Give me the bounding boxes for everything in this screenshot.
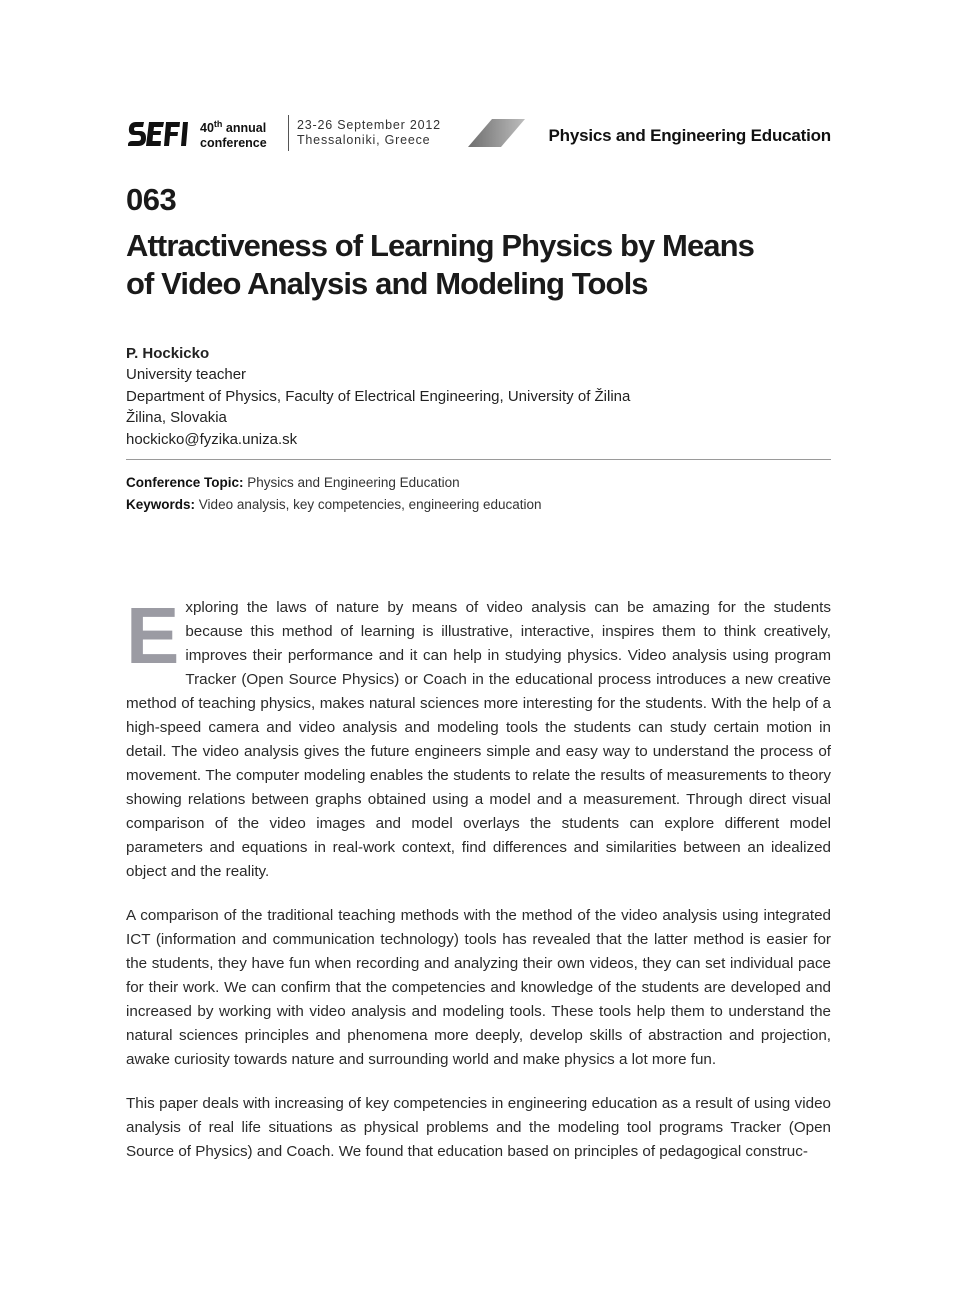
author-department: Department of Physics, Faculty of Electrical Engineering, University of Žilina <box>126 387 631 405</box>
paper-title <box>126 227 826 303</box>
header-divider <box>288 115 289 151</box>
location-text: Thessaloniki, Greece <box>297 133 431 147</box>
conference-label <box>200 117 267 151</box>
body-text <box>126 591 831 1184</box>
author-name: P. Hockicko <box>126 345 210 362</box>
author-email: hockicko@fyzika.uniza.sk <box>126 430 298 448</box>
title-line-2: of Video Analysis and Modeling Tools <box>126 266 648 301</box>
paragraph-1-text: xploring the laws of nature by means of video analysis can be amazing for the students because this method of learning is illustrative, interactive, inspires them to think creatively, improves their performance and it can help in studying physics. Video analysis using program Tracker (Open Source Physics) or Coach in the educational process introduces a new creative method of teaching physics, makes natural sciences more interesting for the students. With the help of a high-speed camera and video analysis and modeling tools the students can study certain motion in detail. The video analysis gives the future engineers simple and easy way to understand the process of movement. The computer modeling enables the students to relate the results of measurements to theory showing relations between graphs obtained using a model and a measurement. Through direct visual comparison of the video images and model overlays the students can explore different model parameters and equations in real-work context, find differences and similarities between an idealized object and the reality. <box>126 599 831 880</box>
conference-edition-word: annual <box>225 121 267 136</box>
header-parallelogram <box>468 118 526 153</box>
conference-label-line2: conference <box>200 136 267 151</box>
section-name: Physics and Engineering Education <box>548 126 831 145</box>
page-header <box>126 115 831 155</box>
keywords-label: Keywords: <box>126 496 196 512</box>
author-city: Žilina, Slovakia <box>126 409 227 427</box>
separator-rule <box>126 459 831 460</box>
conference-dates <box>297 118 441 148</box>
paper-number: 063 <box>126 182 177 217</box>
paragraph-2: A comparison of the traditional teaching methods with the method of the video analysis using integrated ICT (information and communication technology) tools has revealed that the latter method is easier for the students, they have fun when recording and analyzing their own videos, they can set individual pace for their work. We can confirm that the competencies and knowledge of the students are developed and increased by working with video analysis and modeling tools. These tools help them to understand the natural sciences principles and phenomena more deeply, develop skills of abstraction and projection, awake curiosity towards nature and surrounding world and make physics a lot more fun. <box>126 907 831 1068</box>
conference-topic <box>126 472 542 494</box>
dates-text: 23-26 September 2012 <box>297 118 441 132</box>
sefi-logo <box>126 117 192 151</box>
conference-edition-suffix: th <box>213 119 223 129</box>
author-block <box>126 343 630 450</box>
paragraph-1 <box>126 591 831 884</box>
paper-meta <box>126 472 542 515</box>
topic-value: Physics and Engineering Education <box>247 475 460 490</box>
drop-cap: E <box>126 591 180 680</box>
author-role: University teacher <box>126 366 247 384</box>
keywords-value: Video analysis, key competencies, engineering education <box>198 496 542 512</box>
topic-label: Conference Topic: <box>126 475 244 490</box>
title-line-1: Attractiveness of Learning Physics by Means <box>126 228 755 263</box>
paragraph-3: This paper deals with increasing of key competencies in engineering education as a result of using video analysis of real life situations as physical problems and the modeling tool programs Tracker (Open Source of Physics) and Coach. We found that education based on principles of pedagogical construc- <box>126 1095 831 1160</box>
keywords <box>126 494 542 516</box>
conference-edition-number: 40 <box>200 121 214 136</box>
